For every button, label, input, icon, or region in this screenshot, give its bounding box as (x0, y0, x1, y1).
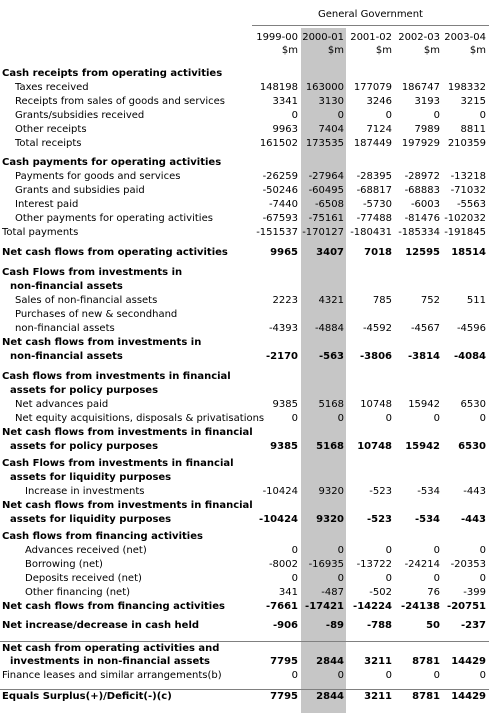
table-row (0, 156, 489, 170)
cell-value: 7404 (318, 124, 344, 135)
cell-value: -24138 (401, 601, 440, 612)
cell-value: -185334 (398, 227, 440, 238)
cell-value: 18514 (451, 247, 486, 258)
cell-value: -170127 (302, 227, 344, 238)
cell-value: -563 (318, 351, 344, 362)
cell-value: 15942 (405, 441, 440, 452)
cell-value: 7795 (270, 691, 298, 702)
row-label: Cash Flows from investments in financial (2, 458, 234, 469)
cell-value: -4884 (314, 323, 344, 334)
table-row (0, 586, 489, 600)
cell-value: 0 (385, 110, 392, 121)
row-label: Net cash flows from operating activities (2, 247, 228, 258)
column-unit: $m (423, 45, 440, 56)
cell-value: 76 (427, 587, 440, 598)
row-label: non-financial assets (10, 351, 123, 362)
table-row (0, 471, 489, 485)
column-header-2001-02 (348, 31, 392, 57)
cell-value: 0 (337, 573, 344, 584)
cell-value: 2844 (316, 691, 344, 702)
cell-value: 5168 (318, 399, 344, 410)
cell-value: -102032 (444, 213, 486, 224)
cell-value: -534 (414, 514, 440, 525)
cell-value: -4084 (454, 351, 486, 362)
cell-value: 10748 (360, 399, 392, 410)
cell-value: -4596 (456, 323, 486, 334)
cell-value: -4567 (410, 323, 440, 334)
cell-value: 0 (385, 670, 392, 681)
cell-value: 3130 (318, 96, 344, 107)
cell-value: 3215 (460, 96, 486, 107)
cell-value: -180431 (350, 227, 392, 238)
cell-value: -3806 (360, 351, 392, 362)
cell-value: -71032 (450, 185, 486, 196)
table-row (0, 170, 489, 184)
column-unit: $m (281, 45, 298, 56)
cell-value: -151537 (256, 227, 298, 238)
row-label: Purchases of new & secondhand (15, 309, 178, 320)
table-row (0, 440, 489, 454)
row-label: Interest paid (15, 199, 79, 210)
row-label: Sales of non-financial assets (15, 295, 158, 306)
cell-value: 14429 (451, 656, 486, 667)
cell-value: -3814 (408, 351, 440, 362)
cell-value: 2223 (272, 295, 298, 306)
row-label: Grants and subsidies paid (15, 185, 145, 196)
cell-value: 0 (291, 110, 298, 121)
table-row (0, 370, 489, 384)
table-row (0, 137, 489, 151)
column-header-2002-03 (396, 31, 440, 57)
column-year: 2001-02 (350, 32, 392, 43)
cell-value: 785 (372, 295, 392, 306)
cell-value: 0 (291, 573, 298, 584)
cell-value: 2844 (316, 656, 344, 667)
cell-value: 0 (337, 110, 344, 121)
column-header-2000-01 (300, 31, 344, 57)
cell-value: 4321 (318, 295, 344, 306)
table-row (0, 336, 489, 350)
cell-value: 10748 (357, 441, 392, 452)
column-header-1999-00 (254, 31, 298, 57)
row-label: Net cash flows from investments in financial (2, 427, 253, 438)
table-row (0, 384, 489, 398)
cell-value: -81476 (404, 213, 440, 224)
cell-value: 0 (479, 670, 486, 681)
table-row (0, 81, 489, 95)
table-row (0, 619, 489, 633)
cell-value: -20751 (447, 601, 486, 612)
cell-value: -443 (463, 486, 486, 497)
cell-value: 0 (385, 545, 392, 556)
group-header-rule (252, 25, 489, 26)
cell-value: -6508 (314, 199, 344, 210)
table-row (0, 530, 489, 544)
cell-value: -77488 (356, 213, 392, 224)
table-row (0, 350, 489, 364)
table-row (0, 322, 489, 336)
cell-value: -13722 (356, 559, 392, 570)
row-label: assets for liquidity purposes (10, 514, 172, 525)
cell-value: -487 (321, 587, 344, 598)
cell-value: 9965 (270, 247, 298, 258)
cell-value: 197929 (401, 138, 440, 149)
row-label: Net cash flows from investments in (2, 337, 202, 348)
cell-value: -788 (366, 620, 392, 631)
cell-value: 198332 (447, 82, 486, 93)
cell-value: 3193 (414, 96, 440, 107)
cell-value: -24214 (404, 559, 440, 570)
cell-value: -8002 (268, 559, 298, 570)
cell-value: -5563 (456, 199, 486, 210)
row-label: investments in non-financial assets (10, 656, 210, 667)
row-label: Payments for goods and services (15, 171, 181, 182)
table-row (0, 689, 489, 704)
cell-value: 3341 (272, 96, 298, 107)
cell-value: -399 (463, 587, 486, 598)
cell-value: 511 (466, 295, 486, 306)
cell-value: 12595 (405, 247, 440, 258)
row-label: Cash flows from investments in financial (2, 371, 231, 382)
cell-value: 7124 (366, 124, 392, 135)
cell-value: 6530 (460, 399, 486, 410)
table-row (0, 558, 489, 572)
cell-value: 7795 (270, 656, 298, 667)
cell-value: -237 (460, 620, 486, 631)
cell-value: -502 (369, 587, 392, 598)
row-label: Total payments (2, 227, 79, 238)
table-row (0, 641, 489, 656)
row-label: Grants/subsidies received (15, 110, 145, 121)
cell-value: -7440 (268, 199, 298, 210)
cell-value: 0 (479, 545, 486, 556)
row-label: Cash flows from financing activities (2, 531, 203, 542)
column-unit: $m (327, 45, 344, 56)
table-row (0, 485, 489, 499)
cell-value: 9963 (272, 124, 298, 135)
cell-value: -523 (369, 486, 392, 497)
cell-value: 3211 (364, 691, 392, 702)
cell-value: -2170 (266, 351, 298, 362)
cell-value: 187449 (353, 138, 392, 149)
cell-value: -67593 (262, 213, 298, 224)
cell-value: -50246 (262, 185, 298, 196)
cell-value: 0 (433, 413, 440, 424)
table-row (0, 398, 489, 412)
table-row (0, 499, 489, 513)
table-row (0, 412, 489, 426)
cell-value: -75161 (308, 213, 344, 224)
row-label: non-financial assets (10, 281, 123, 292)
cell-value: 50 (426, 620, 440, 631)
table-row (0, 198, 489, 212)
column-unit: $m (469, 45, 486, 56)
cell-value: 177079 (353, 82, 392, 93)
cell-value: -7661 (266, 601, 298, 612)
cell-value: -26259 (262, 171, 298, 182)
row-label: Taxes received (15, 82, 89, 93)
row-label: assets for policy purposes (10, 385, 159, 396)
row-label: Deposits received (net) (25, 573, 142, 584)
group-header: General Government (318, 9, 423, 20)
column-year: 2003-04 (444, 32, 486, 43)
cell-value: 0 (479, 413, 486, 424)
cell-value: -10424 (259, 514, 298, 525)
cell-value: 8781 (412, 691, 440, 702)
row-label: Other financing (net) (25, 587, 131, 598)
cell-value: 148198 (259, 82, 298, 93)
column-year: 2000-01 (302, 32, 344, 43)
cell-value: 752 (420, 295, 440, 306)
cell-value: 0 (337, 413, 344, 424)
cell-value: 7018 (364, 247, 392, 258)
cell-value: 0 (385, 573, 392, 584)
cell-value: -534 (417, 486, 440, 497)
cell-value: 0 (433, 573, 440, 584)
cell-value: -60495 (308, 185, 344, 196)
table-row (0, 513, 489, 527)
cell-value: 15942 (408, 399, 440, 410)
table-row (0, 246, 489, 260)
cell-value: 0 (291, 413, 298, 424)
cell-value: -443 (460, 514, 486, 525)
table-row (0, 600, 489, 614)
row-label: Advances received (net) (25, 545, 147, 556)
cell-value: -28972 (404, 171, 440, 182)
cell-value: -4592 (362, 323, 392, 334)
row-label: Cash payments for operating activities (2, 157, 222, 168)
table-row (0, 294, 489, 308)
row-label: Increase in investments (25, 486, 145, 497)
cell-value: -68817 (356, 185, 392, 196)
table-row (0, 212, 489, 226)
table-row (0, 266, 489, 280)
cell-value: 7989 (414, 124, 440, 135)
cell-value: 0 (291, 545, 298, 556)
row-label: Net increase/decrease in cash held (2, 620, 200, 631)
row-label: assets for liquidity purposes (10, 472, 172, 483)
table-row (0, 123, 489, 137)
cell-value: 341 (278, 587, 298, 598)
cell-value: 0 (433, 110, 440, 121)
table-row (0, 572, 489, 586)
table-row (0, 655, 489, 669)
cell-value: 14429 (451, 691, 486, 702)
cell-value: 3211 (364, 656, 392, 667)
cell-value: -14224 (353, 601, 392, 612)
cell-value: -4393 (268, 323, 298, 334)
row-label: Other payments for operating activities (15, 213, 213, 224)
cell-value: 0 (479, 110, 486, 121)
row-label: Total receipts (15, 138, 82, 149)
cell-value: -5730 (362, 199, 392, 210)
cell-value: -68883 (404, 185, 440, 196)
cell-value: 173535 (305, 138, 344, 149)
cell-value: 8781 (412, 656, 440, 667)
cell-value: -906 (272, 620, 298, 631)
table-row (0, 109, 489, 123)
row-label: Net cash flows from investments in financial (2, 500, 253, 511)
row-label: Cash Flows from investments in (2, 267, 183, 278)
cell-value: -6003 (410, 199, 440, 210)
column-unit: $m (375, 45, 392, 56)
table-row (0, 184, 489, 198)
row-label: assets for policy purposes (10, 441, 159, 452)
cell-value: 186747 (401, 82, 440, 93)
table-row (0, 308, 489, 322)
cell-value: -191845 (444, 227, 486, 238)
cell-value: 6530 (458, 441, 486, 452)
cell-value: -523 (366, 514, 392, 525)
cell-value: -16935 (308, 559, 344, 570)
cell-value: 0 (337, 545, 344, 556)
cell-value: 9320 (318, 486, 344, 497)
cell-value: 0 (433, 670, 440, 681)
row-label: Cash receipts from operating activities (2, 68, 223, 79)
column-header-2003-04 (442, 31, 486, 57)
cell-value: -10424 (262, 486, 298, 497)
cell-value: 9385 (272, 399, 298, 410)
cell-value: 3246 (366, 96, 392, 107)
table-row (0, 280, 489, 294)
row-label: Other receipts (15, 124, 87, 135)
cell-value: 0 (479, 573, 486, 584)
table-row (0, 426, 489, 440)
row-label: Borrowing (net) (25, 559, 103, 570)
cell-value: 0 (337, 670, 344, 681)
table-row (0, 67, 489, 81)
row-label: non-financial assets (15, 323, 115, 334)
cell-value: 161502 (259, 138, 298, 149)
cell-value: -28395 (356, 171, 392, 182)
cell-value: 9320 (316, 514, 344, 525)
row-label: Finance leases and similar arrangements(b) (2, 670, 222, 681)
cell-value: 0 (291, 670, 298, 681)
cell-value: 0 (433, 545, 440, 556)
column-year: 2002-03 (398, 32, 440, 43)
row-label: Net cash from operating activities and (2, 643, 220, 654)
row-label: Equals Surplus(+)/Deficit(-)(c) (2, 691, 172, 702)
cell-value: -13218 (450, 171, 486, 182)
cell-value: -20353 (450, 559, 486, 570)
cell-value: -17421 (305, 601, 344, 612)
table-row (0, 457, 489, 471)
column-year: 1999-00 (256, 32, 298, 43)
cell-value: 163000 (305, 82, 344, 93)
cell-value: 8811 (460, 124, 486, 135)
cell-value: -27964 (308, 171, 344, 182)
cell-value: 3407 (316, 247, 344, 258)
table-row (0, 226, 489, 240)
row-label: Net advances paid (15, 399, 109, 410)
table-row (0, 669, 489, 683)
cell-value: 210359 (447, 138, 486, 149)
row-label: Net cash flows from financing activities (2, 601, 225, 612)
table-row (0, 95, 489, 109)
cell-value: -89 (325, 620, 344, 631)
table-row (0, 544, 489, 558)
row-label: Net equity acquisitions, disposals & privatisations (15, 413, 265, 424)
cell-value: 9385 (270, 441, 298, 452)
cell-value: 0 (385, 413, 392, 424)
cell-value: 5168 (316, 441, 344, 452)
row-label: Receipts from sales of goods and services (15, 96, 226, 107)
